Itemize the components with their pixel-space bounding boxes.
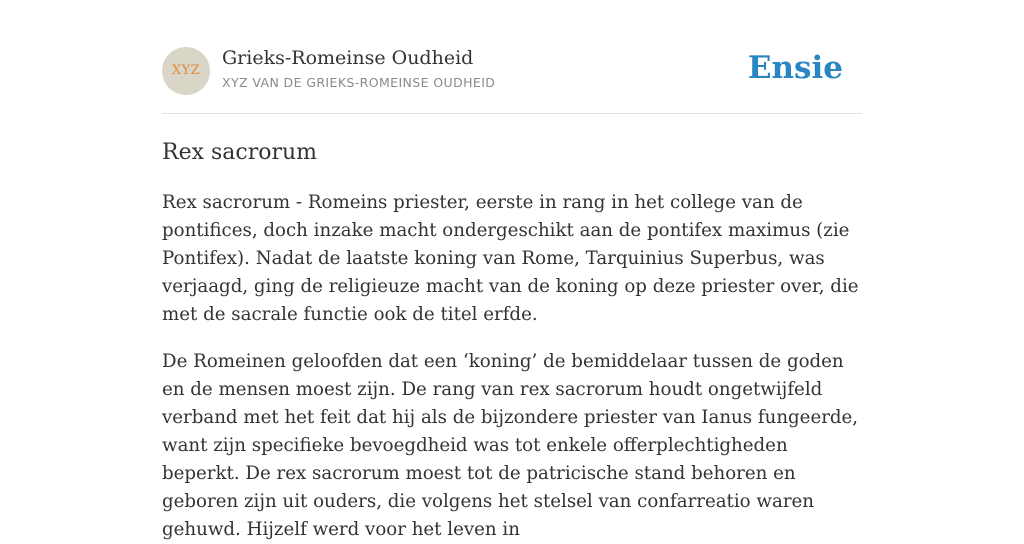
source-avatar[interactable]: XYZ <box>162 47 210 95</box>
article <box>162 136 862 544</box>
article-paragraph: Rex sacrorum - Romeins priester, eerste in rang in het college van de pontifices, doch inzake macht ondergeschikt aan de pontifex maximus (zie Pontifex). Nadat de laatste koning van Rome, Tarquinius Superbus, was verjaagd, ging de religieuze macht van de koning op deze priester over, die met de sacrale functie ook de titel erfde. <box>162 192 859 325</box>
article-paragraph: De Romeinen geloofden dat een ‘koning’ de bemiddelaar tussen de goden en de mensen moest zijn. De rang van rex sacrorum houdt ongetwijfeld verband met het feit dat hij als de bijzondere priester van Ianus fungeerde, want zijn specifieke bevoegdheid was tot enkele offerplechtigheden beperkt. De rex sacrorum moest tot de patricische stand behoren en geboren zijn uit ouders, die volgens het stelsel van confarreatio waren gehuwd. Hijzelf werd voor het leven in <box>162 351 859 540</box>
ensie-logo[interactable]: Ensie <box>747 50 843 86</box>
source-subtitle: XYZ VAN DE GRIEKS-ROMEINSE OUDHEID <box>222 75 496 90</box>
header-divider <box>162 113 862 114</box>
source-header <box>162 47 862 95</box>
article-title: Rex sacrorum <box>162 140 318 165</box>
source-title[interactable]: Grieks-Romeinse Oudheid <box>222 47 474 69</box>
